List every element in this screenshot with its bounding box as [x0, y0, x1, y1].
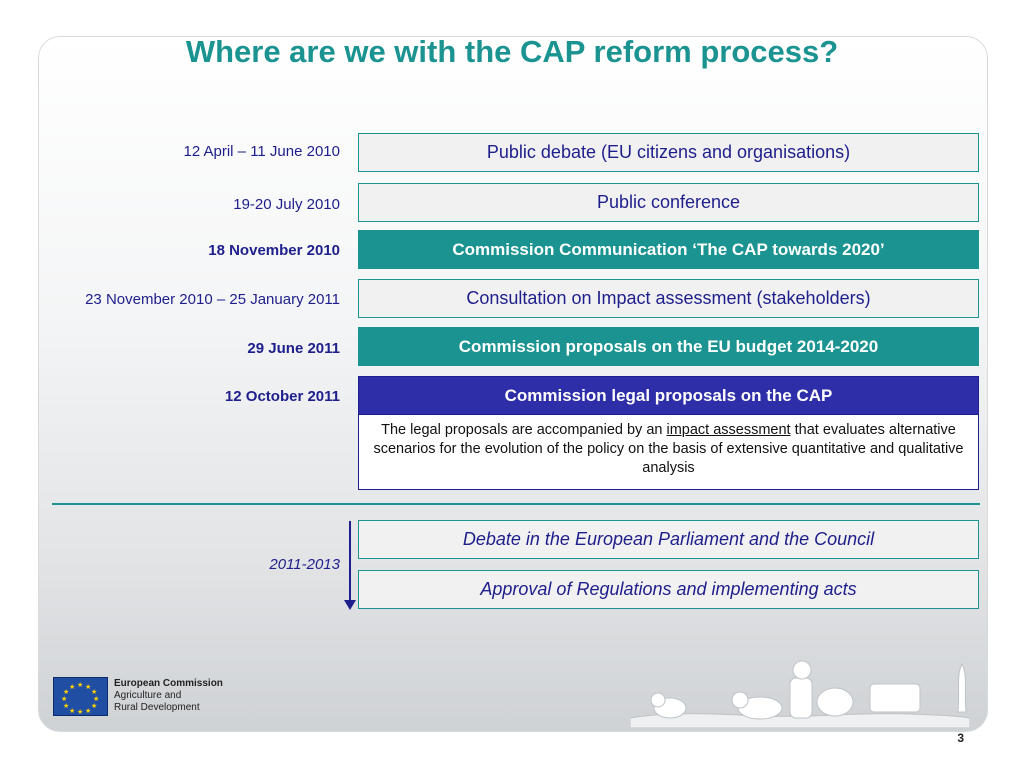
timeline-event-commission-communication: Commission Communication ‘The CAP towards 2020’ — [358, 230, 979, 269]
timeline-date: 18 November 2010 — [208, 242, 340, 259]
slide-title: Where are we with the CAP reform process? — [185, 34, 839, 69]
org-department-line: Rural Development — [114, 702, 200, 713]
description-text: that evaluates alternative scenarios for the evolution of the policy on the basis of extensive quantitative and qualitative analysis — [373, 422, 964, 476]
farm-animals-icon — [630, 656, 970, 728]
page-number: 3 — [957, 731, 964, 745]
timeline-date: 29 June 2011 — [247, 340, 340, 357]
future-step-regulation-approval: Approval of Regulations and implementing acts — [358, 570, 979, 609]
org-department-line: Agriculture and — [114, 690, 182, 701]
timeline-date: 23 November 2010 – 25 January 2011 — [85, 291, 340, 308]
impact-assessment-link[interactable]: impact assessment — [666, 422, 791, 438]
timeline-event-public-conference: Public conference — [358, 183, 979, 222]
org-name: European Commission — [114, 678, 223, 689]
timeline-date: 12 October 2011 — [224, 388, 340, 405]
legal-proposals-description — [358, 415, 979, 490]
timeline-date: 12 April – 11 June 2010 — [183, 143, 340, 160]
section-divider — [52, 503, 980, 505]
timeline-event-public-debate: Public debate (EU citizens and organisations) — [358, 133, 979, 172]
arrow-down-icon — [344, 600, 356, 610]
timeline-event-impact-consultation: Consultation on Impact assessment (stakeholders) — [358, 279, 979, 318]
timeline-arrow-line — [349, 521, 351, 603]
timeline-event-legal-proposals: Commission legal proposals on the CAP — [358, 376, 979, 415]
timeline-event-budget-proposals: Commission proposals on the EU budget 2014-2020 — [358, 327, 979, 366]
timeline-date: 19-20 July 2010 — [233, 196, 340, 213]
organization-label — [114, 678, 223, 714]
eu-flag-icon: ★ ★ ★ ★ ★ ★ ★ ★ ★ ★ ★ ★ — [53, 677, 108, 716]
future-step-parliament-debate: Debate in the European Parliament and the Council — [358, 520, 979, 559]
future-period: 2011-2013 — [269, 556, 340, 573]
description-text: The legal proposals are accompanied by an — [381, 422, 667, 438]
